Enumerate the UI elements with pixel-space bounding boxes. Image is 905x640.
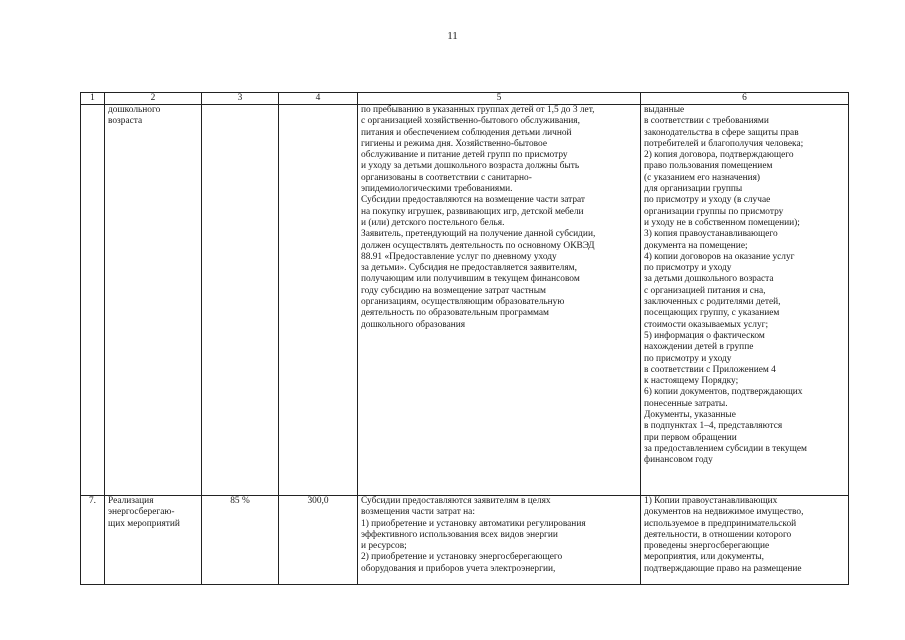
page-number: 11 — [447, 30, 458, 42]
text-line: за детьми дошкольного возраста — [644, 274, 774, 285]
subsidy-percent — [202, 105, 279, 496]
text-line: в соответствии с требованиями — [644, 116, 769, 127]
text-line: мероприятия, или документы, — [644, 552, 764, 563]
table-row — [81, 496, 849, 585]
subsidy-table — [80, 92, 849, 585]
text-line: гигиены и режима дня. Хозяйственно-бытовое — [361, 138, 547, 149]
text-line: с организацией питания и сна, — [644, 285, 766, 296]
text-line: 1) Копии правоустанавливающих — [644, 496, 778, 506]
text-line: оборудования и приборов учета электроэнергии, — [361, 563, 556, 574]
text-line: для организации группы — [644, 184, 743, 195]
required-documents — [641, 105, 849, 496]
text-line: проведены энергосберегающие — [644, 541, 770, 552]
text-line: и уходу за детьми дошкольного возраста должны быть — [361, 161, 580, 172]
column-header: 4 — [279, 93, 358, 105]
column-header: 5 — [358, 93, 641, 105]
text-line: Субсидии предоставляются на возмещение части затрат — [361, 195, 586, 206]
text-line: возмещения части затрат на: — [361, 507, 475, 518]
text-line: 2) приобретение и установку энергосберегающего — [361, 552, 563, 563]
text-line: документов на недвижимое имущество, — [644, 507, 804, 518]
text-line: получающим или получившим в текущем финансовом — [361, 274, 580, 285]
text-line: посещающих группу, с указанием — [644, 308, 780, 319]
text-line: организациям, осуществляющим образовательную — [361, 297, 565, 308]
text-line: 3) копия правоустанавливающего — [644, 229, 778, 240]
text-line: организованы в соответствии с санитарно- — [361, 172, 532, 183]
text-line: 1) приобретение и установку автоматики регулирования — [361, 518, 586, 529]
text-line: используемое в предпринимательской — [644, 518, 797, 529]
table-row — [81, 105, 849, 496]
text-line: Реализация — [108, 496, 154, 506]
text-line: 5) информация о фактическом — [644, 330, 765, 341]
text-line: потребителей и благополучия человека; — [644, 138, 804, 149]
text-line: 2) копия договора, подтверждающего — [644, 150, 794, 161]
text-line: Документы, указанные — [644, 410, 736, 421]
text-line: и ресурсов; — [361, 541, 407, 552]
measure-name — [105, 105, 202, 496]
text-line: организации группы по присмотру — [644, 206, 784, 217]
text-line: щих мероприятий — [108, 518, 180, 529]
text-line: обслуживание и питание детей групп по присмотру — [361, 150, 568, 161]
text-line: документа на помещение; — [644, 240, 748, 251]
text-line: году субсидию на возмещение затрат частным — [361, 285, 546, 296]
column-header: 3 — [202, 93, 279, 105]
text-line: нахождении детей в группе — [644, 342, 754, 353]
subsidy-amount: 300,0 — [279, 496, 358, 585]
text-line: энергосберегаю- — [108, 507, 175, 518]
text-line: 4) копии договоров на оказание услуг — [644, 251, 795, 262]
column-header: 1 — [81, 93, 105, 105]
text-line: по присмотру и уходу — [644, 263, 732, 274]
text-line: к настоящему Порядку; — [644, 376, 739, 387]
row-number: 7. — [81, 496, 105, 585]
text-line: на покупку игрушек, развивающих игр, детской мебели — [361, 206, 584, 217]
subsidy-amount — [279, 105, 358, 496]
text-line: за детьми». Субсидия не предоставляется заявителям, — [361, 263, 577, 274]
text-line: деятельность по образовательным программам — [361, 308, 549, 319]
text-line: должен осуществлять деятельность по основному ОКВЭД — [361, 240, 595, 251]
text-line: финансовом году — [644, 455, 713, 466]
subsidy-conditions — [358, 105, 641, 496]
text-line: возраста — [108, 116, 143, 127]
text-line: законодательства в сфере защиты прав — [644, 127, 799, 138]
text-line: эффективного использования всех видов энергии — [361, 529, 558, 540]
text-line: в соответствии с Приложением 4 — [644, 364, 776, 375]
measure-name — [105, 496, 202, 585]
text-line: и уходу не в собственном помещении); — [644, 217, 800, 228]
text-line: дошкольного образования — [361, 319, 466, 330]
text-line: 6) копии документов, подтверждающих — [644, 387, 803, 398]
text-line: дошкольного — [108, 105, 161, 115]
text-line: деятельности, в отношении которого — [644, 529, 792, 540]
text-line: заключенных с родителями детей, — [644, 297, 781, 308]
text-line: (с указанием его назначения) — [644, 172, 761, 183]
text-line: по присмотру и уходу — [644, 353, 732, 364]
subsidy-percent: 85 % — [202, 496, 279, 585]
text-line: и (или) детского постельного белья. — [361, 217, 505, 228]
text-line: Субсидии предоставляются заявителям в целях — [361, 496, 551, 506]
text-line: Заявитель, претендующий на получение данной субсидии, — [361, 229, 596, 240]
text-line: в подпунктах 1–4, представляются — [644, 421, 783, 432]
column-header: 6 — [641, 93, 849, 105]
row-number — [81, 105, 105, 496]
required-documents — [641, 496, 849, 585]
text-line: 88.91 «Предоставление услуг по дневному уходу — [361, 251, 557, 262]
text-line: за предоставлением субсидии в текущем — [644, 443, 807, 454]
text-line: эпидемиологическими требованиями. — [361, 184, 513, 195]
text-line: стоимости оказываемых услуг; — [644, 319, 769, 330]
text-line: питания и обеспечением соблюдения детьми личной — [361, 127, 572, 138]
text-line: право пользования помещением — [644, 161, 773, 172]
column-header: 2 — [105, 93, 202, 105]
text-line: понесенные затраты. — [644, 398, 728, 409]
text-line: с организацией хозяйственно-бытового обслуживания, — [361, 116, 580, 127]
text-line: выданные — [644, 105, 685, 115]
text-line: подтверждающие право на размещение — [644, 563, 802, 574]
text-line: по присмотру и уходу (в случае — [644, 195, 771, 206]
table-header-row — [81, 93, 849, 105]
text-line: при первом обращении — [644, 432, 737, 443]
text-line: по пребыванию в указанных группах детей от 1,5 до 3 лет, — [361, 105, 595, 115]
subsidy-conditions — [358, 496, 641, 585]
